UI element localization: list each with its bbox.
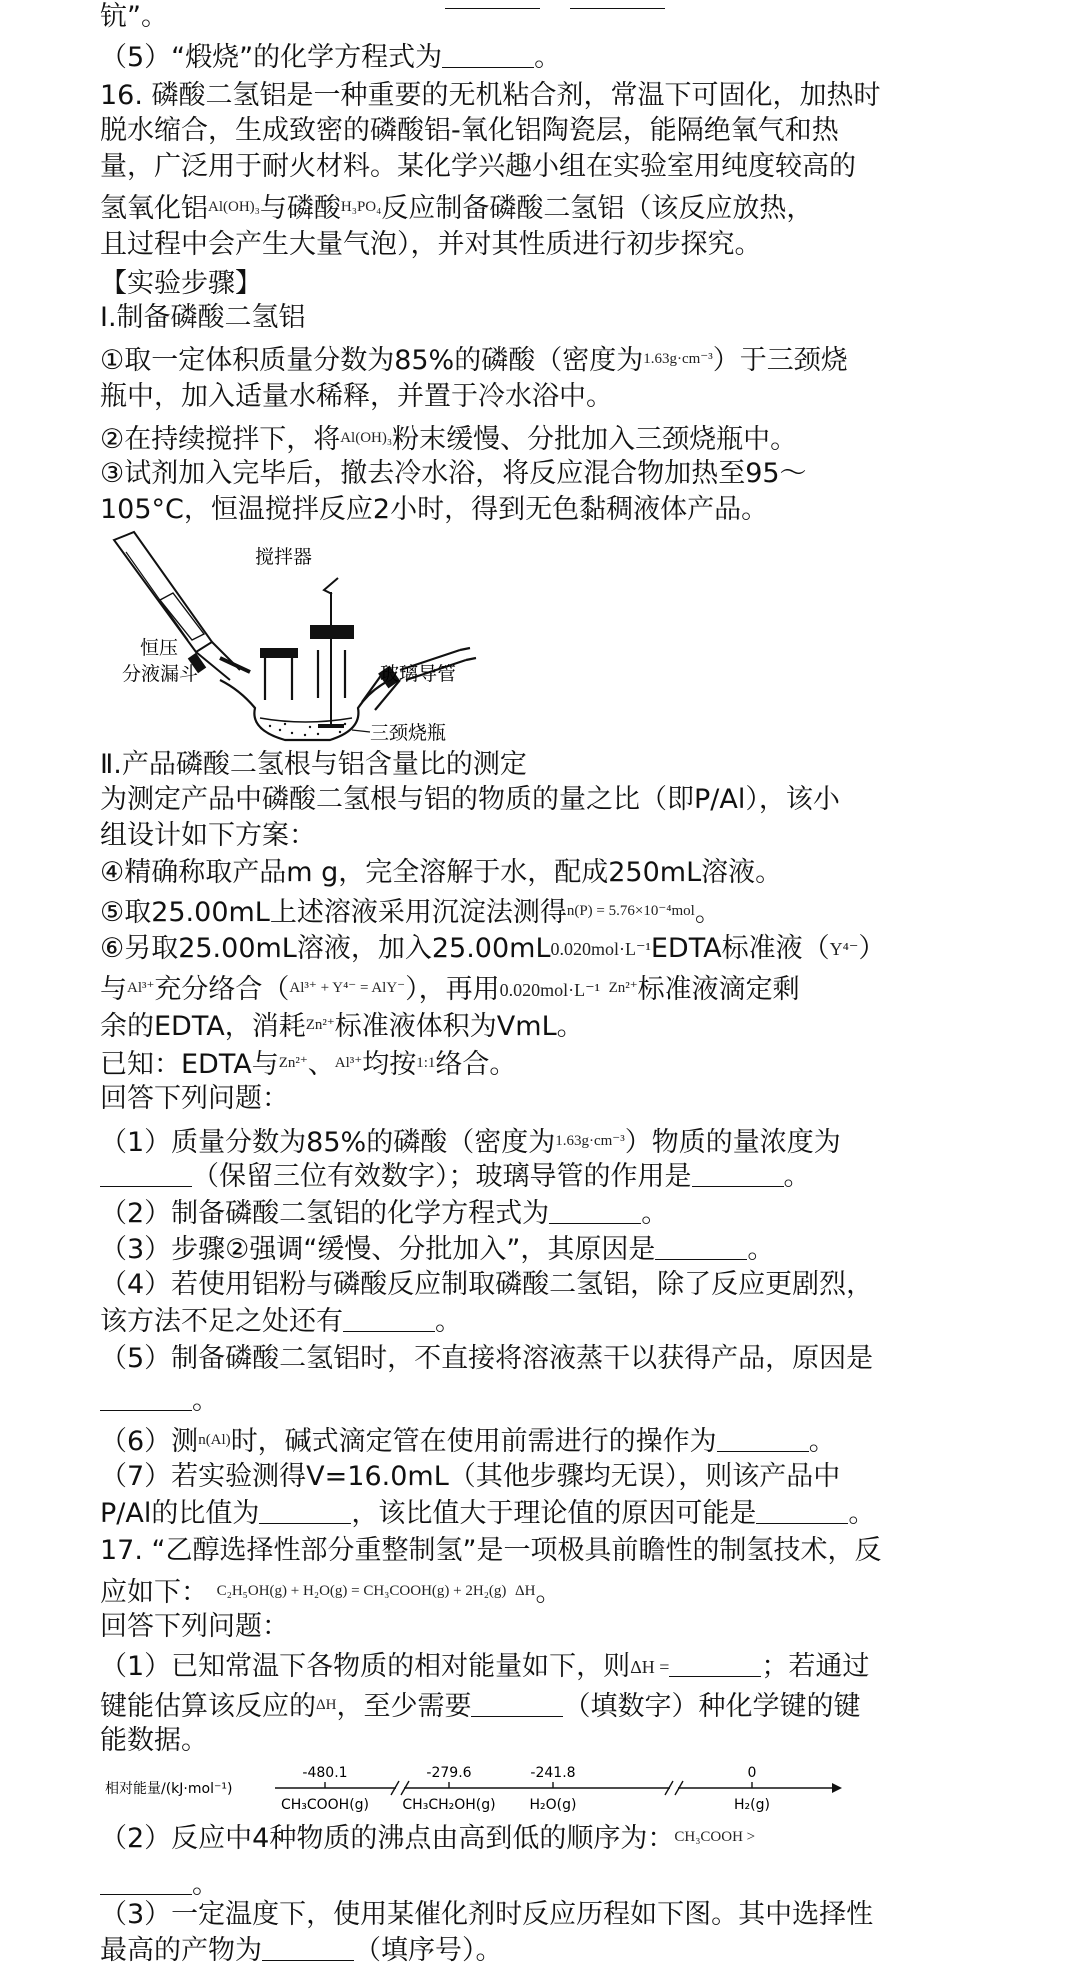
text-line: ⑤取25.00mL上述溶液采用沉淀法测得$^{n(P) = 5.76\times 10^{-4}mol}$。 (100, 897, 722, 928)
tick-marks (325, 1782, 752, 1788)
formula: 0.020mol·L⁻¹ (550, 939, 651, 959)
text-line: （2）反应中4种物质的沸点由高到低的顺序为：$^{CH_3COOH >}$ (100, 1823, 756, 1854)
answer-blank[interactable] (343, 1309, 435, 1332)
text-line: （3）一定温度下，使用某催化剂时反应历程如下图。其中选择性 (100, 1899, 874, 1930)
answer-blank[interactable] (100, 1388, 192, 1411)
text-line: （4）若使用铝粉与磷酸反应制取磷酸二氢铝，除了反应更剧烈， (100, 1269, 874, 1300)
formula: Zn²⁺ (608, 980, 638, 996)
species-label: CH₃CH₂OH(g) (402, 1797, 496, 1813)
energy-value: -241.8 (530, 1765, 576, 1781)
text-line: 键能估算该反应的$^{\Delta H}$，至少需要 （填数字）种化学键的键 (100, 1691, 861, 1722)
axis-label: 相对能量/(kJ·mol⁻¹) (105, 1781, 233, 1797)
formula: 0.020mol·L⁻¹ (499, 980, 600, 1000)
text-line: 瓶中，加入适量水稀释，并置于冷水浴中。 (100, 381, 613, 412)
formula: Al(OH)₃ (340, 430, 393, 446)
answer-blank[interactable] (100, 1164, 192, 1187)
answer-blank[interactable] (655, 1237, 747, 1260)
answer-blank[interactable] (669, 1654, 761, 1677)
apparatus-diagram (100, 530, 500, 745)
text-line: 量，广泛用于耐火材料。某化学兴趣小组在实验室用纯度较高的 (100, 151, 856, 182)
equation: C₂H₅OH(g) + H₂O(g) = CH₃COOH(g) + 2H₂(g) (216, 1583, 507, 1599)
text-line: （3）步骤②强调“缓慢、分批加入”，其原因是 。 (100, 1234, 775, 1265)
text-line: （保留三位有效数字）；玻璃导管的作用是 。 (100, 1160, 811, 1194)
text-line: 回答下列问题： (100, 1083, 289, 1114)
separatory-funnel (114, 532, 250, 680)
answer-blank[interactable] (442, 45, 534, 68)
energy-value: -480.1 (302, 1765, 348, 1781)
energy-value: -279.6 (426, 1765, 472, 1781)
text-line: 为测定产品中磷酸二氢根与铝的物质的量之比（即P/Al），该小 (100, 784, 840, 815)
text-line: ⑥另取25.00mL溶液，加入25.00mL0.020mol·L⁻¹EDTA标准液（Y⁴⁻） (100, 933, 886, 964)
text-line: 余的EDTA，消耗$^{Zn^{2+}}$标准液体积为VmL。 (100, 1011, 584, 1042)
text-line: 105°C，恒温搅拌反应2小时，得到无色黏稠液体产品。 (100, 494, 769, 525)
label-flask: 三颈烧瓶 (370, 722, 447, 744)
text-line: P/Al的比值为 ，该比值大于理论值的原因可能是 。 (100, 1498, 876, 1529)
energy-value: 0 (747, 1765, 757, 1781)
label-funnel: 分液漏斗 (122, 663, 199, 685)
text-line: ①取一定体积质量分数为85%的磷酸（密度为$^{1.63g\cdot cm^{-3}}$）于三颈烧 (100, 345, 848, 376)
answer-blank[interactable] (692, 1164, 784, 1187)
formula: Al³⁺ (334, 1055, 363, 1071)
text-line: 组设计如下方案： (100, 820, 316, 851)
label-tube: 玻璃导管 (380, 663, 457, 685)
answer-blank[interactable] (262, 1938, 354, 1961)
formula: ΔH = (630, 1657, 670, 1677)
answer-blank[interactable] (259, 1501, 351, 1524)
text-line: 能数据。 (100, 1725, 208, 1756)
text-line: 。 (100, 1384, 219, 1418)
cropped-blank (570, 0, 665, 9)
text-line: ④精确称取产品m g，完全溶解于水，配成250mL溶液。 (100, 857, 783, 888)
label-funnel: 恒压 (140, 637, 179, 659)
text-line: 脱水缩合，生成致密的磷酸铝-氧化铝陶瓷层，能隔绝氧气和热 (100, 115, 839, 146)
label-stirrer: 搅拌器 (255, 546, 313, 568)
formula: ΔH (515, 1583, 536, 1599)
text-line: （1）质量分数为85%的磷酸（密度为$^{1.63g\cdot cm^{-3}}$）物质的量浓度为 (100, 1127, 841, 1158)
species-label: H₂O(g) (529, 1797, 577, 1813)
text-line: 该方法不足之处还有 。 (100, 1306, 462, 1337)
formula: 1.63g·cm⁻³ (643, 351, 713, 367)
cropped-blank (445, 0, 540, 9)
text-line: 回答下列问题： (100, 1611, 289, 1642)
text-line: （6）测$^{n(Al)}$时，碱式滴定管在使用前需进行的操作为 。 (100, 1426, 836, 1457)
answer-blank[interactable] (471, 1694, 563, 1717)
section-heading: Ⅱ.产品磷酸二氢根与铝含量比的测定 (100, 749, 527, 780)
formula: n(P) = 5.76×10⁻⁴mol (566, 903, 695, 919)
formula: n(Al) (198, 1432, 231, 1448)
formula: Zn²⁺ (278, 1055, 308, 1071)
text-line: （1）已知常温下各物质的相对能量如下，则ΔH = ；若通过 (100, 1651, 870, 1682)
stopper (260, 648, 298, 658)
formula: H₃PO₄ (340, 199, 382, 215)
axis-arrow (832, 1783, 842, 1793)
text-line: 。 (100, 1868, 219, 1902)
formula: Y⁴⁻ (829, 939, 859, 959)
answer-blank[interactable] (100, 1872, 192, 1895)
formula: CH₃COOH > (674, 1829, 756, 1845)
formula: Al³⁺ + Y⁴⁻ = AlY⁻ (289, 980, 406, 996)
text-line: 最高的产物为 （填序号）。 (100, 1935, 503, 1966)
answer-blank[interactable] (756, 1501, 848, 1524)
formula: 1:1 (416, 1055, 436, 1071)
species-label: H₂(g) (734, 1797, 770, 1813)
text-line: 氢氧化铝$^{Al(OH)_3}$与磷酸$^{H_3PO_4}$反应制备磷酸二氢铝（该反应放热， (100, 193, 814, 224)
section-heading: Ⅰ.制备磷酸二氢铝 (100, 302, 306, 333)
text-line: 且过程中会产生大量气泡），并对其性质进行初步探究。 (100, 229, 762, 260)
text-line: （2）制备磷酸二氢铝的化学方程式为 。 (100, 1198, 669, 1229)
formula: ΔH (316, 1697, 337, 1713)
question-17-text: 17. “乙醇选择性部分重整制氢”是一项极具前瞻性的制氢技术，反 (100, 1535, 882, 1566)
text-line: 应如下： $^{C_2H_5OH(g) + H_2O(g) = CH_3COOH(g) + 2H_2(g)}$ $^{\Delta H}$。 (100, 1577, 563, 1608)
section-heading: 【实验步骤】 (100, 268, 262, 299)
text-line: 与$^{Al^{3+}}$充分络合（$^{Al^{3+} + Y^{4-} = AlY^-}$），再用0.020mol·L⁻¹ $^{Zn^{2+}}$标准液滴定剩 (100, 974, 800, 1005)
answer-blank[interactable] (717, 1429, 809, 1452)
question-16-text: 16. 磷酸二氢铝是一种重要的无机粘合剂，常温下可固化，加热时 (100, 80, 881, 111)
species-label: CH₃COOH(g) (280, 1797, 370, 1813)
formula: 1.63g·cm⁻³ (555, 1133, 625, 1149)
text-line: （7）若实验测得V=16.0mL（其他步骤均无误），则该产品中 (100, 1461, 841, 1492)
formula: Al(OH)₃ (208, 199, 260, 215)
text-line: 已知：EDTA与$^{Zn^{2+}}$、$^{Al^{3+}}$均按$^{1:1}$络合。 (100, 1049, 517, 1080)
text-line: ②在持续搅拌下，将$^{Al(OH)_3}$粉末缓慢、分批加入三颈烧瓶中。 (100, 424, 798, 455)
rotation-arrow (324, 578, 338, 594)
text-line: 钪”。 (100, 1, 168, 32)
text-line: ③试剂加入完毕后，撤去冷水浴，将反应混合物加热至95～ (100, 458, 807, 489)
text-line: （5）制备磷酸二氢铝时，不直接将溶液蒸干以获得产品，原因是 (100, 1343, 874, 1374)
text-line: （5）“煅烧”的化学方程式为 。 (100, 42, 562, 73)
energy-axis-chart (100, 1763, 860, 1825)
formula: Al³⁺ (127, 980, 155, 996)
formula: Zn²⁺ (305, 1017, 335, 1033)
answer-blank[interactable] (549, 1201, 641, 1224)
